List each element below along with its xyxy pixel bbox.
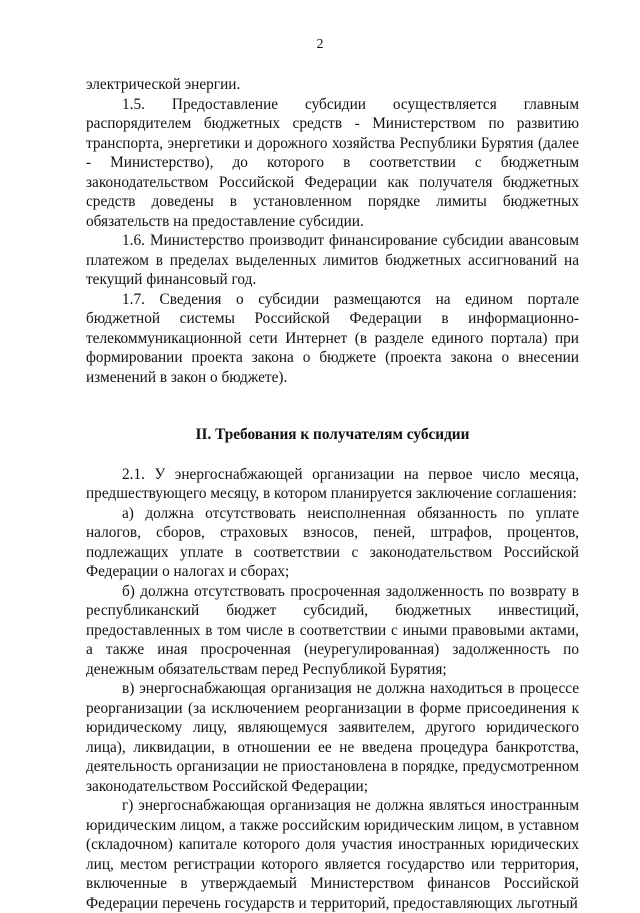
section-heading: II. Требования к получателям субсидии [195,426,470,443]
paragraph-1-7: 1.7. Сведения о субсидии размещаются на едином портале бюджетной системы Российской Федерации в информационно-телекоммуникационной сети Интернет (в разделе единого портала) при формировании проекта закона о бюджете (проекта закона о внесении изменений в закон о бюджете). [86,290,579,386]
paragraph-2-1-g: г) энергоснабжающая организация не должна являться иностранным юридическим лицом, а также российским юридическим лицом, в уставном (складочном) капитале которого доля участия иностранных юридических лиц, местом регистрации которого является государство или территория, включенные в утверждаемый Министерством финансов Российской Федерации перечень государств и территорий, предоставляющих льготный [86,797,579,912]
paragraph-1-6: 1.6. Министерство производит финансирование субсидии авансовым платежом в пределах выделенных лимитов бюджетных ассигнований на текущий финансовый год. [86,232,579,288]
paragraph-continuation: электрической энергии. [86,76,241,93]
paragraph-2-1: 2.1. У энергоснабжающей организации на первое число месяца, предшествующего месяцу, в котором планируется заключение соглашения: [86,465,579,502]
paragraph-1-5: 1.5. Предоставление субсидии осуществляется главным распорядителем бюджетных средств - Министерством по развитию транспорта, энергетики и дорожного хозяйства Республики Бурятия (далее - Министерство), до которого в соответствии с бюджетным законодательством Российской Федерации как получателя бюджетных средств доведены в установленном порядке лимиты бюджетных обязательств на предоставление субсидии. [86,95,579,230]
paragraph-2-1-a: а) должна отсутствовать неисполненная обязанность по уплате налогов, сборов, страховых взносов, пеней, штрафов, процентов, подлежащих уплате в соответствии с законодательством Российской Федерации о налогах и сборах; [86,504,579,580]
paragraph-2-1-b: б) должна отсутствовать просроченная задолженность по возврату в республиканский бюджет субсидий, бюджетных инвестиций, предоставленных в том числе в соответствии с иными правовыми актами, а также иная просроченная (неурегулированная) задолженность по денежным обязательствам перед Республикой Бурятия; [86,582,579,678]
page-number: 2 [316,37,324,52]
document-body [86,75,579,913]
paragraph-2-1-v: в) энергоснабжающая организация не должна находиться в процессе реорганизации (за исключением реорганизации в форме присоединения к юридическому лицу, являющемуся заявителем, другого юридического лица), ликвидации, в отношении ее не введена процедура банкротства, деятельность организации не приостановлена в порядке, предусмотренном законодательством Российской Федерации; [86,680,579,795]
